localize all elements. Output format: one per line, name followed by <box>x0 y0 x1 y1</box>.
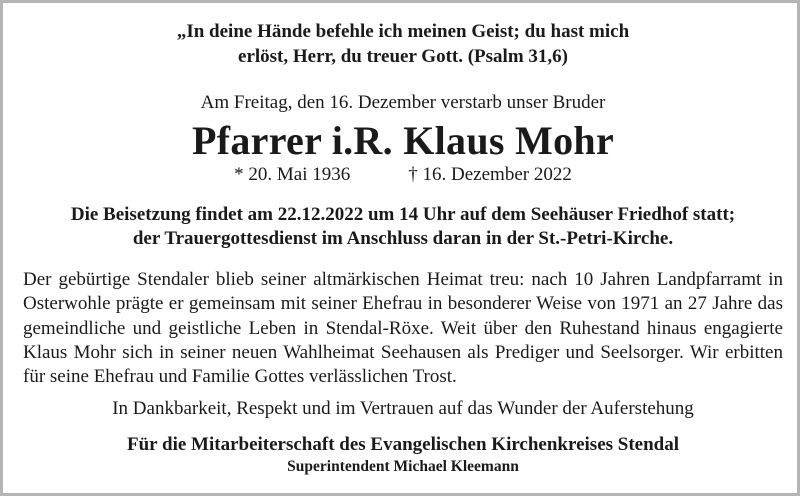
signature-organization: Für die Mitarbeiterschaft des Evangelischen Kirchenkreises Stendal <box>126 434 680 455</box>
gratitude-line: In Dankbarkeit, Respekt und im Vertrauen auf das Wunder der Auferstehung <box>112 398 694 419</box>
biography-paragraph: Der gebürtige Stendaler blieb seiner altmärkischen Heimat treu: nach 10 Jahren Landpfarramt in Osterwohle prägte er gemeinsam mit seiner Ehefrau in besonderer Weise von 1971 an 27 Jahre das gemeindliche und geistliche Leben in Stendal-Röxe. Weit über den Ruhestand hinaus engagierte Klaus Mohr sich in seiner neuen Wahlheimat Seehausen als Prediger und Seelsorger. Wir erbitten für seine Ehefrau und Familie Gottes verlässlichen Trost. <box>23 269 783 388</box>
signature-person: Superintendent Michael Kleemann <box>287 458 519 475</box>
death-announcement: Am Freitag, den 16. Dezember verstarb unser Bruder <box>200 92 606 113</box>
funeral-info <box>3 203 800 251</box>
quote-line-2: erlöst, Herr, du treuer Gott. (Psalm 31,6) <box>238 46 568 67</box>
deceased-name: Pfarrer i.R. Klaus Mohr <box>191 118 615 163</box>
funeral-line-2: der Trauergottesdienst im Anschluss daran in der St.-Petri-Kirche. <box>132 228 674 249</box>
death-date: † 16. Dezember 2022 <box>408 164 572 185</box>
birth-date: * 20. Mai 1936 <box>234 164 351 185</box>
psalm-quote <box>3 19 800 69</box>
quote-line-1: „In deine Hände befehle ich meinen Geist; du hast mich <box>176 21 630 42</box>
life-dates <box>3 163 800 187</box>
funeral-line-1: Die Beisetzung findet am 22.12.2022 um 14 Uhr auf dem Seehäuser Friedhof statt; <box>70 204 736 225</box>
